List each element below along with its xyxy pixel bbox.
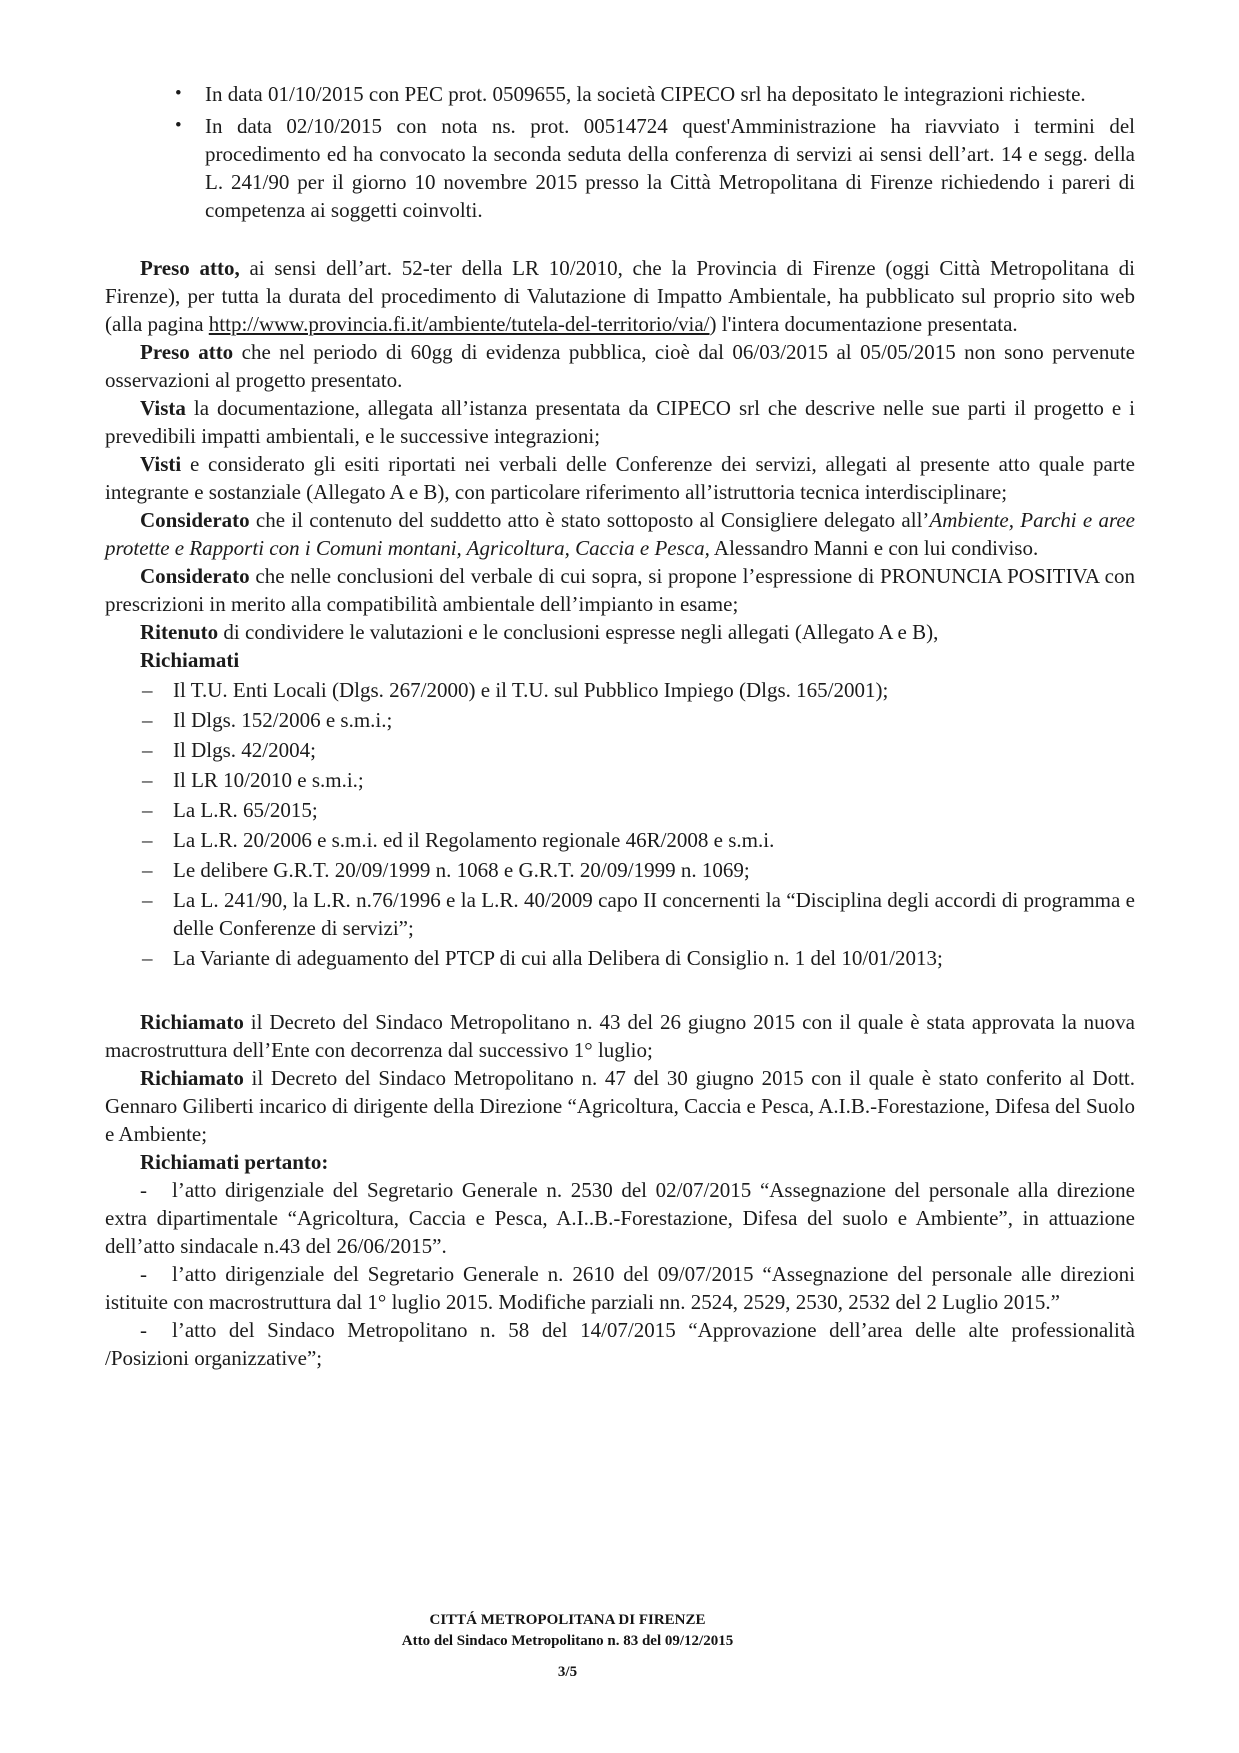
text-run: Ambiente, Parchi e aree protette e Rapporti con i Comuni montani, Agricoltura, Caccia e Pesca, — [105, 508, 1135, 560]
bullet-list-item — [105, 80, 1135, 108]
paragraph — [105, 1148, 1135, 1176]
text-run: che nel periodo di 60gg di evidenza pubblica, cioè dal 06/03/2015 al 05/05/2015 non sono pervenute osservazioni al progetto presentato. — [105, 340, 1135, 392]
text-run: ai sensi dell’art. 52-ter della LR 10/2010, che la Provincia di Firenze (oggi Città Metropolitana di Firenze), per tutta la durata del procedimento di Valutazione di Impatto Ambientale, ha pubblicato sul proprio sito web (alla pagina — [105, 256, 1136, 336]
dash-marker: - — [140, 1178, 147, 1202]
footer-org: CITTÁ METROPOLITANA DI FIRENZE — [429, 1612, 706, 1628]
text-run: Preso atto — [140, 340, 234, 364]
text-run: Preso atto, — [140, 256, 240, 280]
text-run: che nelle conclusioni del verbale di cui sopra, si propone l’espressione di PRONUNCIA POSITIVA con prescrizioni in merito alla compatibilità ambientale dell’impianto in esame; — [105, 564, 1135, 616]
dash-marker: – — [142, 828, 153, 852]
text-run: che il contenuto del suddetto atto è stato sottoposto al Consigliere delegato all’ — [249, 508, 930, 532]
dash-marker: – — [142, 888, 153, 912]
text-run: Il LR 10/2010 e s.m.i.; — [173, 768, 364, 792]
indented-dash-paragraph — [105, 1316, 1135, 1372]
text-run: l’atto dirigenziale del Segretario Generale n. 2530 del 02/07/2015 “Assegnazione del personale alla direzione extra dipartimentale “Agricoltura, Caccia e Pesca, A.I..B.-Forestazione, Difesa del suolo e Ambiente”, in attuazione dell’atto sindacale n.43 del 26/06/2015”. — [105, 1178, 1135, 1258]
paragraph — [105, 1064, 1135, 1148]
text-run: il Decreto del Sindaco Metropolitano n. 47 del 30 giugno 2015 con il quale è stato conferito al Dott. Gennaro Giliberti incarico di dirigente della Direzione “Agricoltura, Caccia e Pesca, A.I.B.-Forestazione, Difesa del Suolo e Ambiente; — [105, 1066, 1135, 1146]
text-run: Alessandro Manni e con lui condiviso. — [709, 536, 1039, 560]
bullet-marker: • — [175, 115, 182, 136]
text-run: ) l'intera documentazione presentata. — [709, 312, 1018, 336]
paragraph — [105, 1008, 1135, 1064]
dash-marker: – — [142, 738, 153, 762]
text-run: Richiamato — [140, 1010, 244, 1034]
dash-list-item — [105, 736, 1135, 764]
dash-marker: – — [142, 678, 153, 702]
text-run: la documentazione, allegata all’istanza presentata da CIPECO srl che descrive nelle sue parti il progetto e i prevedibili impatti ambientali, e le successive integrazioni; — [105, 396, 1135, 448]
dash-marker: – — [142, 708, 153, 732]
text-run: Il T.U. Enti Locali (Dlgs. 267/2000) e il T.U. sul Pubblico Impiego (Dlgs. 165/2001); — [173, 678, 889, 702]
text-run: Il Dlgs. 152/2006 e s.m.i.; — [173, 708, 393, 732]
text-run: La L.R. 20/2006 e s.m.i. ed il Regolamento regionale 46R/2008 e s.m.i. — [173, 828, 775, 852]
dash-list-item — [105, 706, 1135, 734]
dash-list-item — [105, 766, 1135, 794]
page-number: 3/5 — [557, 1664, 578, 1680]
dash-list-item — [105, 886, 1135, 942]
text-run: Richiamati — [140, 648, 240, 672]
dash-list-item — [105, 826, 1135, 854]
text-run: l’atto del Sindaco Metropolitano n. 58 del 14/07/2015 “Approvazione dell’area delle alte professionalità /Posizioni organizzative”; — [105, 1318, 1135, 1370]
text-run: Ritenuto — [140, 620, 219, 644]
text-run: il Decreto del Sindaco Metropolitano n. 43 del 26 giugno 2015 con il quale è stata approvata la nuova macrostruttura dell’Ente con decorrenza dal successivo 1° luglio; — [105, 1010, 1135, 1062]
text-run: Richiamato — [140, 1066, 244, 1090]
dash-marker: – — [142, 946, 153, 970]
text-run: Le delibere G.R.T. 20/09/1999 n. 1068 e G.R.T. 20/09/1999 n. 1069; — [173, 858, 750, 882]
text-run: Considerato — [140, 564, 250, 588]
text-run: Richiamati pertanto: — [140, 1150, 329, 1174]
paragraph — [105, 646, 1135, 674]
indented-dash-paragraph — [105, 1260, 1135, 1316]
spacer — [105, 224, 1135, 254]
text-run: Vista — [140, 396, 186, 420]
text-run: Considerato — [140, 508, 250, 532]
footer-act-reference: Atto del Sindaco Metropolitano n. 83 del 09/12/2015 — [401, 1633, 734, 1649]
dash-marker: – — [142, 858, 153, 882]
paragraph — [105, 450, 1135, 506]
bullet-list-item — [105, 112, 1135, 224]
paragraph — [105, 254, 1135, 338]
paragraph — [105, 338, 1135, 394]
text-run: di condividere le valutazioni e le conclusioni espresse negli allegati (Allegato A e B), — [218, 620, 939, 644]
bullet-marker: • — [175, 83, 182, 104]
dash-marker: - — [140, 1262, 147, 1286]
paragraph — [105, 562, 1135, 618]
dash-marker: - — [140, 1318, 147, 1342]
dash-marker: – — [142, 768, 153, 792]
document-body — [105, 76, 1135, 1372]
text-run: La L.R. 65/2015; — [173, 798, 318, 822]
document-link[interactable]: http://www.provincia.fi.it/ambiente/tutela-del-territorio/via/ — [208, 312, 710, 336]
dash-list-item — [105, 676, 1135, 704]
text-run: e considerato gli esiti riportati nei verbali delle Conferenze dei servizi, allegati al presente atto quale parte integrante e sostanziale (Allegato A e B), con particolare riferimento all’istruttoria tecnica interdisciplinare; — [105, 452, 1135, 504]
indented-dash-paragraph — [105, 1176, 1135, 1260]
paragraph — [105, 506, 1135, 562]
spacer — [105, 972, 1135, 1008]
text-run: Il Dlgs. 42/2004; — [173, 738, 316, 762]
dash-list-item — [105, 944, 1135, 972]
text-run: La Variante di adeguamento del PTCP di cui alla Delibera di Consiglio n. 1 del 10/01/2013; — [173, 946, 943, 970]
paragraph — [105, 394, 1135, 450]
text-run: Visti — [140, 452, 182, 476]
page-footer — [0, 1610, 1135, 1683]
text-run: La L. 241/90, la L.R. n.76/1996 e la L.R. 40/2009 capo II concernenti la “Disciplina degli accordi di programma e delle Conferenze di servizi”; — [173, 888, 1135, 940]
dash-list-item — [105, 856, 1135, 884]
text-run: In data 01/10/2015 con PEC prot. 0509655, la società CIPECO srl ha depositato le integrazioni richieste. — [205, 82, 1086, 106]
dash-list-item — [105, 796, 1135, 824]
text-run: l’atto dirigenziale del Segretario Generale n. 2610 del 09/07/2015 “Assegnazione del personale alle direzioni istituite con macrostruttura dal 1° luglio 2015. Modifiche parziali nn. 2524, 2529, 2530, 2532 del 2 Luglio 2015.” — [105, 1262, 1135, 1314]
paragraph — [105, 618, 1135, 646]
dash-marker: – — [142, 798, 153, 822]
text-run: In data 02/10/2015 con nota ns. prot. 00514724 quest'Amministrazione ha riavviato i termini del procedimento ed ha convocato la seconda seduta della conferenza di servizi ai sensi dell’art. 14 e segg. della L. 241/90 per il giorno 10 novembre 2015 presso la Città Metropolitana di Firenze richiedendo i pareri di competenza ai soggetti coinvolti. — [205, 114, 1135, 222]
